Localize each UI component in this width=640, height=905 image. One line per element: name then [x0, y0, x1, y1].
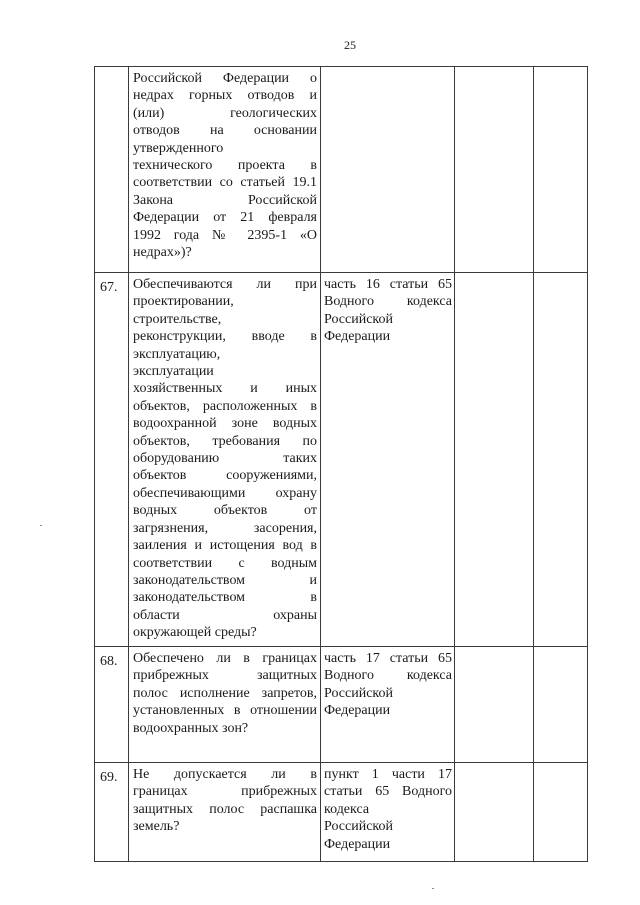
- answer-cell: [455, 273, 534, 647]
- question-line: водных объектов от: [133, 503, 317, 519]
- table-row: [95, 67, 588, 273]
- legal-reference-cell: [321, 67, 455, 273]
- question-line: Обеспечиваются ли при: [133, 277, 317, 292]
- item-number: [95, 67, 129, 273]
- question-line: соответствии с водным: [133, 555, 317, 571]
- legal-reference-line: пункт 1 части 17: [324, 767, 452, 782]
- question-line: недрах горных отводов и: [133, 88, 317, 104]
- item-number: 68.: [95, 647, 129, 763]
- question-line: водоохранных зон?: [133, 720, 249, 736]
- question-line: отводов на основании: [133, 123, 317, 139]
- question-line: Закона Российской: [133, 192, 317, 208]
- question-line: 1992 года № 2395-1 «О: [133, 227, 317, 243]
- question-line: технического проекта в: [133, 158, 317, 174]
- question-line: проектировании,: [133, 294, 234, 310]
- question-cell: [129, 763, 321, 862]
- legal-reference-line: Федерации: [324, 703, 391, 719]
- answer-cell: [455, 67, 534, 273]
- note-cell: [534, 273, 588, 647]
- legal-reference-cell: [321, 273, 455, 647]
- question-line: реконструкции, вводе в: [133, 329, 317, 345]
- legal-reference-line: Федерации: [324, 329, 391, 345]
- question-line: хозяйственных и иных: [133, 381, 317, 397]
- question-line: соответствии со статьей 19.1: [133, 175, 317, 191]
- question-cell: [129, 647, 321, 763]
- question-line: защитных полос распашка: [133, 801, 317, 817]
- question-line: прибрежных защитных: [133, 668, 317, 684]
- note-cell: [534, 647, 588, 763]
- question-line: Федерации от 21 февраля: [133, 210, 317, 226]
- question-line: обеспечивающими охрану: [133, 485, 317, 501]
- question-line: (или) геологических: [133, 105, 317, 121]
- question-cell: [129, 67, 321, 273]
- legal-reference-line: часть 17 статьи 65: [324, 651, 452, 666]
- answer-cell: [455, 647, 534, 763]
- item-number: 69.: [95, 763, 129, 862]
- legal-reference-line: Российской: [324, 819, 393, 835]
- legal-reference-line: Водного кодекса: [324, 668, 452, 684]
- item-number: 67.: [95, 273, 129, 647]
- table-row: [95, 763, 588, 862]
- note-cell: [534, 67, 588, 273]
- question-line: эксплуатацию,: [133, 346, 221, 362]
- legal-reference-line: Российской: [324, 311, 393, 327]
- question-line: установленных в отношении: [133, 703, 317, 719]
- question-line: земель?: [133, 819, 180, 835]
- checklist-table: [94, 66, 588, 862]
- page-number: 25: [344, 38, 356, 52]
- question-line: эксплуатации: [133, 364, 214, 380]
- question-line: оборудованию таких: [133, 451, 317, 467]
- table-row: [95, 647, 588, 763]
- question-line: объектов, расположенных в: [133, 398, 317, 414]
- question-line: строительстве,: [133, 311, 222, 327]
- question-line: недрах»)?: [133, 245, 192, 261]
- question-line: заиления и истощения вод в: [133, 538, 317, 554]
- legal-reference-line: Российской: [324, 685, 393, 701]
- question-line: объектов, требования по: [133, 433, 317, 449]
- note-cell: [534, 763, 588, 862]
- legal-reference-cell: [321, 647, 455, 763]
- question-line: объектов сооружениями,: [133, 468, 317, 484]
- answer-cell: [455, 763, 534, 862]
- question-line: Не допускается ли в: [133, 767, 317, 782]
- question-line: загрязнения, засорения,: [133, 520, 317, 536]
- question-line: водоохранной зоне водных: [133, 416, 317, 432]
- question-line: полос исполнение запретов,: [133, 685, 317, 701]
- question-cell: [129, 273, 321, 647]
- question-line: окружающей среды?: [133, 625, 257, 641]
- legal-reference-line: статьи 65 Водного: [324, 784, 452, 800]
- question-line: Обеспечено ли в границах: [133, 651, 317, 666]
- table-row: [95, 273, 588, 647]
- question-line: утвержденного: [133, 140, 224, 156]
- question-line: Российской Федерации о: [133, 71, 317, 86]
- legal-reference-cell: [321, 763, 455, 862]
- scan-speck: [40, 525, 42, 526]
- scan-speck: [432, 888, 434, 889]
- legal-reference-line: часть 16 статьи 65: [324, 277, 452, 292]
- question-line: законодательством и: [133, 572, 317, 588]
- question-line: границах прибрежных: [133, 784, 317, 800]
- legal-reference-line: Федерации: [324, 836, 391, 852]
- legal-reference-line: кодекса: [324, 801, 370, 817]
- question-line: законодательством в: [133, 590, 317, 606]
- legal-reference-line: Водного кодекса: [324, 294, 452, 310]
- question-line: области охраны: [133, 607, 317, 623]
